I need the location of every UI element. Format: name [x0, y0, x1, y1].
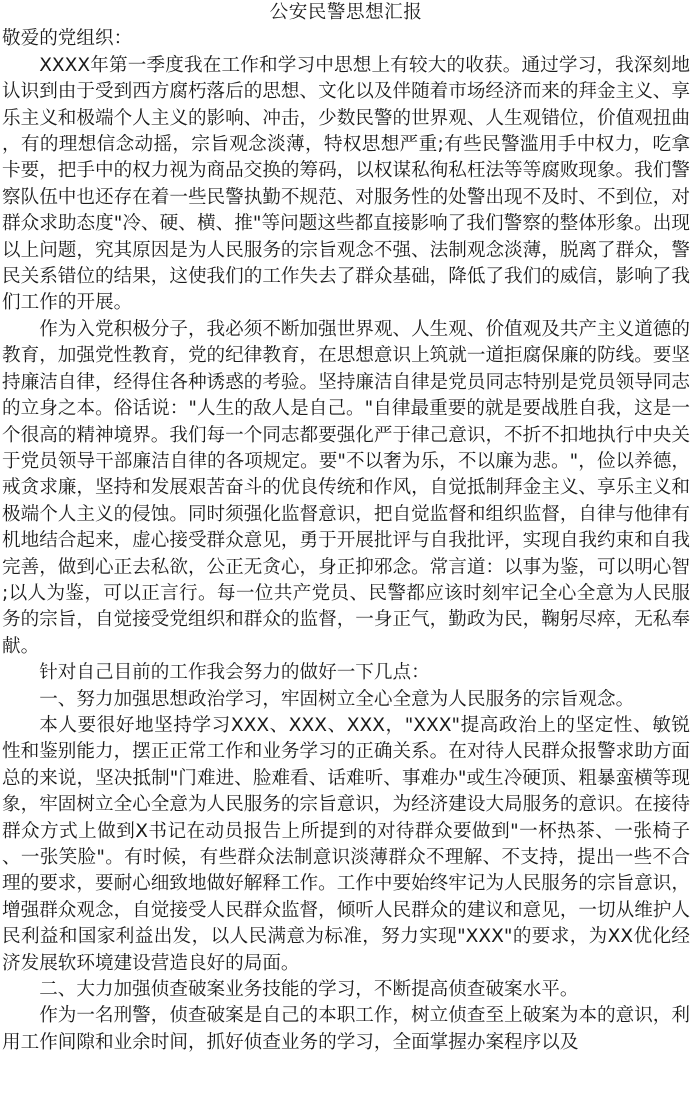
paragraph-4-heading-one: 一、努力加强思想政治学习，牢固树立全心全意为人民服务的宗旨观念。 [39, 688, 635, 710]
paragraph-6-heading-two: 二、大力加强侦查破案业务技能的学习，不断提高侦查破案水平。 [39, 979, 579, 1001]
paragraph-1: XXXX年第一季度我在工作和学习中思想上有较大的收获。通过学习，我深刻地认识到由于受到西方腐朽落后的思想、文化以及伴随着市场经济而来的拜金主义、享乐主义和极端个人主义的影响、冲击，少数民警的世界观、人生观错位，价值观扭曲，有的理想信念动摇，宗旨观念淡薄，特权思想严重;有些民警滥用手中权力，吃拿卡要，把手中的权力视为商品交换的筹码，以权谋私徇私枉法等等腐败现象。我们警察队伍中也还存在着一些民警执勤不规范、对服务性的处警出现不及时、不到位，对群众求助态度"冷、硬、横、推"等问题这些都直接影响了我们警察的整体形象。出现以上问题，究其原因是为人民服务的宗旨观念不强、法制观念淡薄，脱离了群众，警民关系错位的结果，这使我们的工作失去了群众基础，降低了我们的威信，影响了我们工作的开展。 [2, 54, 690, 314]
paragraph-2: 作为入党积极分子，我必须不断加强世界观、人生观、价值观及共产主义道德的教育，加强党性教育，党的纪律教育，在思想意识上筑就一道拒腐保廉的防线。要坚持廉洁自律，经得住各种诱惑的考验。坚持廉洁自律是党员同志特别是党员领导同志的立身之本。俗话说："人生的敌人是自己。"自律最重要的就是要战胜自我，这是一个很高的精神境界。我们每一个同志都要强化严于律己意识，不折不扣地执行中央关于党员领导干部廉洁自律的各项规定。要"不以奢为乐，不以廉为悲。"，俭以养德，戒贪求廉，坚持和发展艰苦奋斗的优良传统和作风，自觉抵制拜金主义、享乐主义和极端个人主义的侵蚀。同时须强化监督意识，把自觉监督和组织监督，自律与他律有机地结合起来，虚心接受群众意见，勇于开展批评与自我批评，实现自我约束和自我完善，做到心正去私欲，公正无贪心，身正抑邪念。常言道：以事为鉴，可以明心智;以人为鉴，可以正言行。每一位共产党员、民警都应该时刻牢记全心全意为人民服务的宗旨，自觉接受党组织和群众的监督，一身正气，勤政为民，鞠躬尽瘁，无私奉献。 [2, 318, 690, 657]
document-title: 公安民警思想汇报 [269, 2, 423, 23]
paragraph-7: 作为一名刑警，侦查破案是自己的本职工作，树立侦查至上破案为本的意识，利用工作间隙和业余时间，抓好侦查业务的学习，全面掌握办案程序以及 [2, 1005, 690, 1053]
paragraph-5: 本人要很好地坚持学习XXX、XXX、XXX，"XXX"提高政治上的坚定性、敏锐性和鉴别能力，摆正正常工作和业务学习的正确关系。在对待人民群众报警求助方面总的来说，坚决抵制"门难进、脸难看、话难听、事难办"或生冷硬顶、粗暴蛮横等现象，牢固树立全心全意为人民服务的宗旨意识，为经济建设大局服务的意识。在接待群众方式上做到X书记在动员报告上所提到的对待群众要做到"一杯热茶、一张椅子、一张笑脸"。有时候，有些群众法制意识淡薄群众不理解、不支持，提出一些不合理的要求，要耐心细致地做好解释工作。工作中要始终牢记为人民服务的宗旨意识，增强群众观念，自觉接受人民群众监督，倾听人民群众的建议和意见，一切从维护人民利益和国家利益出发，以人民满意为标准，努力实现"XXX"的要求，为XX优化经济发展软环境建设营造良好的局面。 [2, 714, 690, 974]
paragraph-3: 针对自己目前的工作我会努力的做好一下几点： [39, 662, 430, 684]
salutation: 敬爱的党组织： [2, 28, 133, 50]
